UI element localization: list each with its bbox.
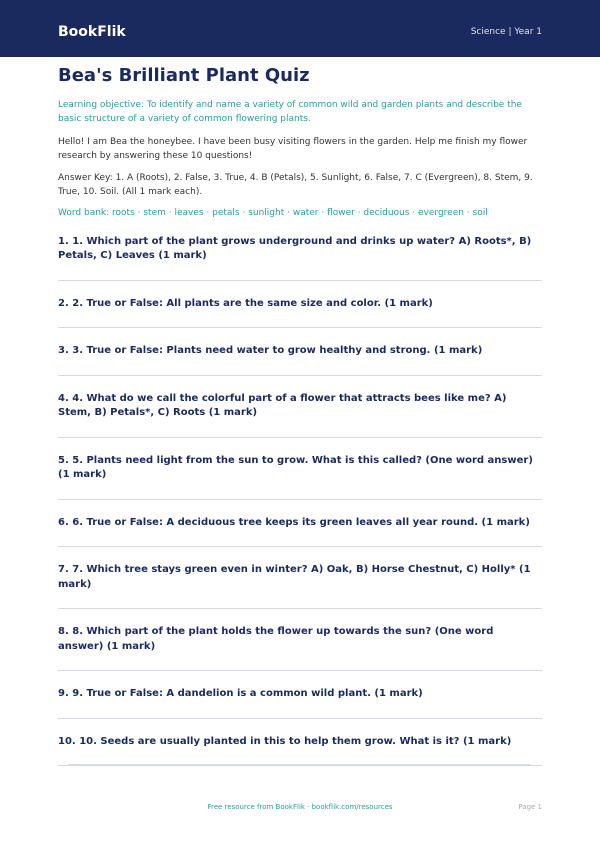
question-text: 10. 10. Seeds are usually planted in this to help them grow. What is it? (1 mark) [58, 735, 512, 747]
question-text: 6. 6. True or False: A deciduous tree keeps its green leaves all year round. (1 mark) [58, 516, 530, 528]
question-text: 2. 2. True or False: All plants are the same size and color. (1 mark) [58, 297, 433, 309]
page-number: Page 1 [518, 803, 542, 811]
question-item [58, 516, 542, 548]
question-item [58, 392, 542, 438]
question-text: 4. 4. What do we call the colorful part of a flower that attracts bees like me? A) Stem, B) Petals*, C) Roots (1 mark) [58, 392, 507, 418]
question-item [58, 735, 542, 767]
question-text: 7. 7. Which tree stays green even in winter? A) Oak, B) Horse Chestnut, C) Holly* (1 mark) [58, 564, 531, 590]
question-item [58, 297, 542, 329]
question-text: 9. 9. True or False: A dandelion is a common wild plant. (1 mark) [58, 688, 423, 699]
worksheet-content [58, 64, 542, 782]
question-item [58, 344, 542, 376]
brand-logo-text: BookFlik [58, 24, 126, 40]
question-item [58, 687, 542, 719]
subject-label: Science | Year 1 [470, 27, 542, 37]
learning-objective: Learning objective: To identify and name a variety of common wild and garden plants and describe the basic structure of a variety of common flowering plants. [58, 100, 522, 124]
question-item [58, 625, 542, 671]
intro-text: Hello! I am Bea the honeybee. I have been busy visiting flowers in the garden. Help me finish my flower research by answering these 10 questions! [58, 137, 528, 161]
question-text: 1. 1. Which part of the plant grows underground and drinks up water? A) Roots*, B) Petals, C) Leaves (1 mark) [58, 235, 532, 261]
question-item [58, 454, 542, 500]
footer-divider [68, 764, 530, 765]
question-text: 8. 8. Which part of the plant holds the flower up towards the sun? (One word answer) (1 mark) [58, 626, 494, 652]
word-bank: Word bank: roots · stem · leaves · petals · sunlight · water · flower · deciduous · evergreen · soil [58, 208, 488, 218]
question-text: 3. 3. True or False: Plants need water to grow healthy and strong. (1 mark) [58, 345, 483, 356]
question-text: 5. 5. Plants need light from the sun to grow. What is this called? (One word answer) (1 mark) [58, 454, 533, 480]
answer-key: Answer Key: 1. A (Roots), 2. False, 3. True, 4. B (Petals), 5. Sunlight, 6. False, 7. C (Evergreen), 8. Stem, 9. True, 10. Soil. (All 1 mark each). [58, 173, 533, 197]
page-title: Bea's Brilliant Plant Quiz [58, 65, 310, 86]
page-header [0, 0, 600, 57]
question-list [58, 235, 542, 767]
question-item [58, 235, 542, 281]
question-item [58, 563, 542, 609]
footer-credit: Free resource from BookFlik · bookflik.com/resources [207, 803, 393, 811]
